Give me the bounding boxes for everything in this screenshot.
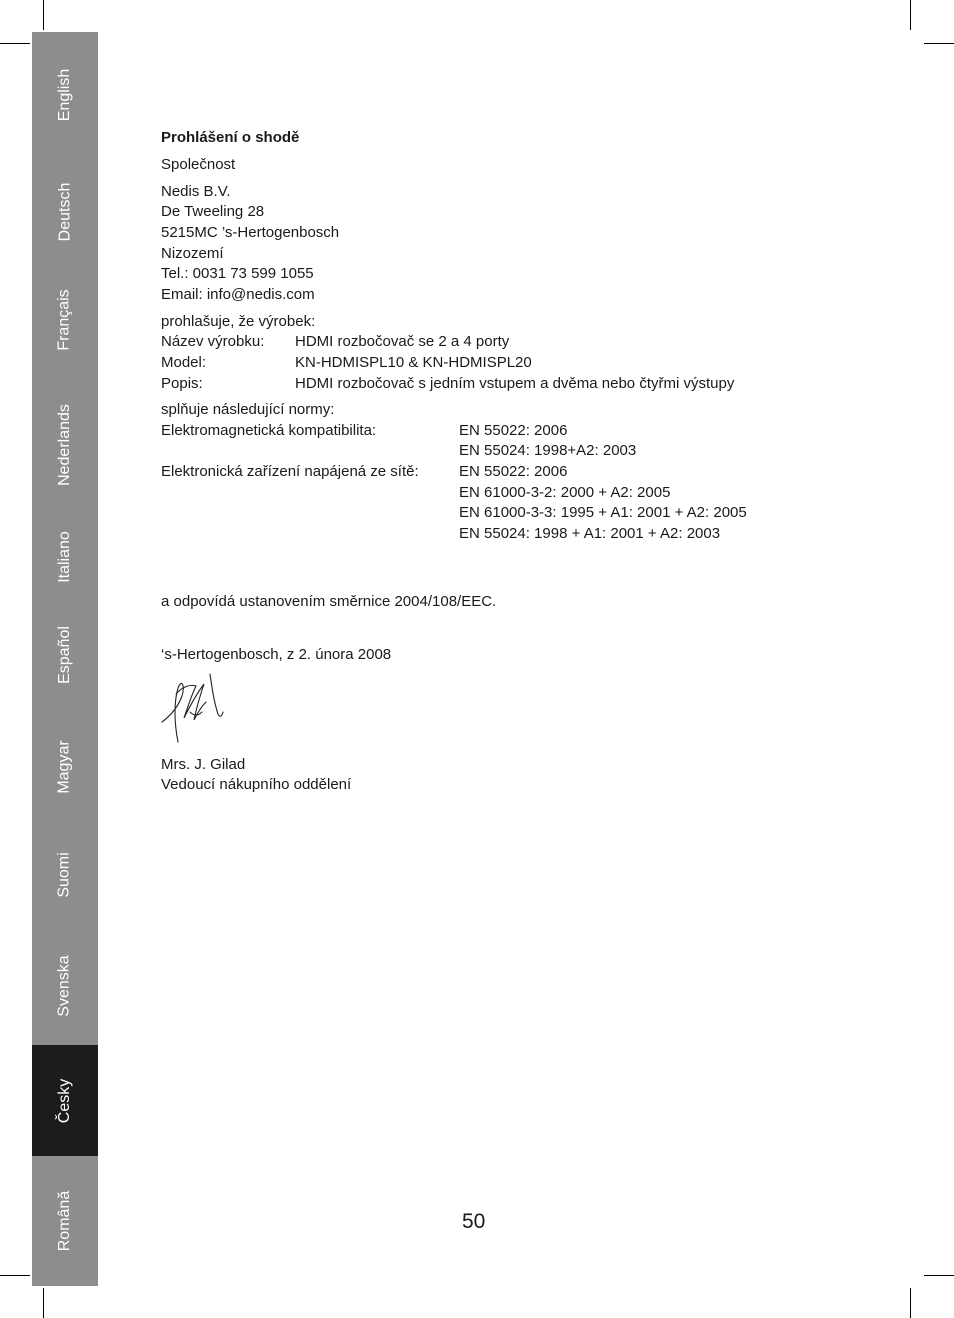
tab-espanol[interactable] xyxy=(32,597,98,712)
norm-value: EN 55022: 2006 xyxy=(459,422,568,439)
signatory-title: Vedoucí nákupního oddělení xyxy=(161,776,352,793)
norm-value: EN 55024: 1998 + A1: 2001 + A2: 2003 xyxy=(459,525,721,542)
place-date: ‘s-Hertogenbosch, z 2. února 2008 xyxy=(161,646,392,663)
crop-mark xyxy=(910,0,911,30)
address-line: 5215MC ’s-Hertogenbosch xyxy=(161,224,340,241)
tab-label: Français xyxy=(55,288,73,351)
product-desc-value: HDMI rozbočovač s jedním vstupem a dvěma nebo čtyřmi výstupy xyxy=(295,375,735,392)
handwritten-signature xyxy=(160,672,230,746)
tab-label: Español xyxy=(55,625,73,684)
crop-mark xyxy=(910,1288,911,1318)
crop-mark xyxy=(0,1275,30,1276)
address-line: Email: info@nedis.com xyxy=(161,286,315,303)
crop-mark xyxy=(924,1275,954,1276)
tab-english[interactable] xyxy=(32,32,98,157)
norm-value: EN 55024: 1998+A2: 2003 xyxy=(459,442,637,459)
tab-italiano[interactable] xyxy=(32,517,98,597)
norm-label: Elektromagnetická kompatibilita: xyxy=(161,422,377,439)
address-line: De Tweeling 28 xyxy=(161,203,265,220)
tab-magyar[interactable] xyxy=(32,712,98,822)
crop-mark xyxy=(924,43,954,44)
tab-label: Suomi xyxy=(55,851,73,898)
product-name-label: Název výrobku: xyxy=(161,333,265,350)
address-line: Tel.: 0031 73 599 1055 xyxy=(161,265,314,282)
tab-suomi[interactable] xyxy=(32,822,98,927)
product-name-value: HDMI rozbočovač se 2 a 4 porty xyxy=(295,333,510,350)
norm-label: Elektronická zařízení napájená ze sítě: xyxy=(161,463,419,480)
tab-label: Nederlands xyxy=(56,403,74,486)
tab-romana[interactable] xyxy=(32,1156,98,1286)
declaration-title: Prohlášení o shodě xyxy=(161,129,300,146)
tab-label: Svenska xyxy=(56,955,73,1017)
tab-svenska[interactable] xyxy=(32,927,98,1045)
product-intro: prohlašuje, že výrobek: xyxy=(161,313,316,330)
page-number: 50 xyxy=(462,1210,486,1233)
tab-label: Italiano xyxy=(56,531,73,583)
norms-intro: splňuje následující normy: xyxy=(161,401,335,418)
language-sidebar xyxy=(32,32,98,1286)
tab-label: Magyar xyxy=(55,740,73,794)
tab-label: Deutsch xyxy=(55,182,73,242)
crop-mark xyxy=(0,43,30,44)
tab-nederlands[interactable] xyxy=(32,372,98,517)
product-model-value: KN-HDMISPL10 & KN-HDMISPL20 xyxy=(295,354,532,371)
crop-mark xyxy=(43,0,44,30)
norm-value: EN 61000-3-2: 2000 + A2: 2005 xyxy=(459,484,671,501)
crop-mark xyxy=(43,1288,44,1318)
product-desc-label: Popis: xyxy=(161,375,203,392)
signatory-name: Mrs. J. Gilad xyxy=(161,756,246,773)
tab-label: Česky xyxy=(55,1078,73,1123)
address-line: Nizozemí xyxy=(161,245,224,262)
tab-cesky[interactable] xyxy=(32,1045,98,1156)
tab-label: English xyxy=(55,68,73,121)
company-intro: Společnost xyxy=(161,156,236,173)
tab-francais[interactable] xyxy=(32,267,98,372)
tab-label: Română xyxy=(55,1190,73,1252)
product-model-label: Model: xyxy=(161,354,207,371)
norm-value: EN 61000-3-3: 1995 + A1: 2001 + A2: 2005 xyxy=(459,504,747,521)
directive-statement: a odpovídá ustanovením směrnice 2004/108/EEC. xyxy=(161,593,497,610)
norm-value: EN 55022: 2006 xyxy=(459,463,568,480)
tab-deutsch[interactable] xyxy=(32,157,98,267)
address-line: Nedis B.V. xyxy=(161,183,231,200)
